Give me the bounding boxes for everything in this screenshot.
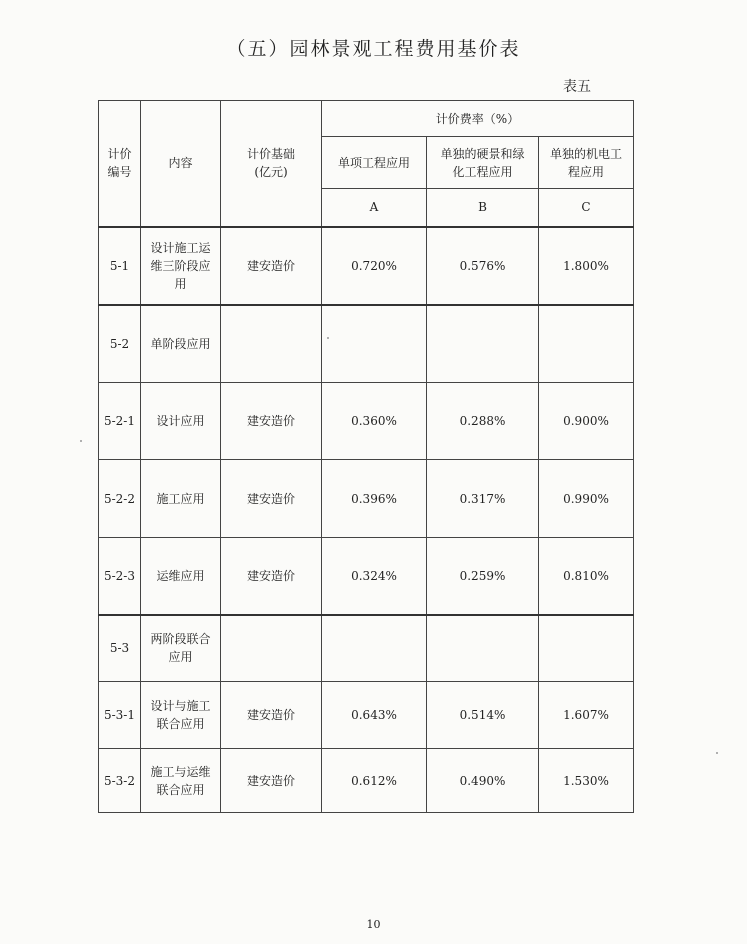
- table-row: [99, 227, 634, 305]
- row-rate-c: 1.607%: [539, 682, 634, 749]
- row-basis: [221, 615, 322, 682]
- row-content: 设计应用: [141, 383, 221, 460]
- document-title: （五）园林景观工程费用基价表: [226, 38, 521, 60]
- fee-table: [98, 100, 634, 813]
- row-rate-a: 0.396%: [322, 460, 427, 538]
- row-rate-c: 1.800%: [539, 227, 634, 305]
- table-row: [99, 615, 634, 682]
- row-code: 5-2: [99, 305, 141, 383]
- row-content: 单阶段应用: [141, 305, 221, 383]
- row-rate-c: 0.900%: [539, 383, 634, 460]
- table-row: [99, 749, 634, 813]
- header-code-c: C: [539, 189, 634, 227]
- row-content: 两阶段联合 应用: [141, 615, 221, 682]
- row-rate-b: [427, 305, 539, 383]
- header-col-a: 单项工程应用: [322, 137, 427, 189]
- table-row: [99, 538, 634, 615]
- row-rate-a: 0.643%: [322, 682, 427, 749]
- header-content: 内容: [141, 101, 221, 227]
- header-code-b: B: [427, 189, 539, 227]
- row-basis: 建安造价: [221, 682, 322, 749]
- row-rate-c: [539, 615, 634, 682]
- row-rate-a: 0.720%: [322, 227, 427, 305]
- row-rate-c: [539, 305, 634, 383]
- table-row: [99, 305, 634, 383]
- header-col-c: 单独的机电工 程应用: [539, 137, 634, 189]
- row-rate-a: 0.360%: [322, 383, 427, 460]
- table-row: [99, 460, 634, 538]
- row-content: 施工与运维 联合应用: [141, 749, 221, 813]
- table-row: [99, 383, 634, 460]
- row-rate-a: [322, 305, 427, 383]
- page-number: 10: [366, 918, 381, 931]
- row-basis: 建安造价: [221, 538, 322, 615]
- row-rate-a: [322, 615, 427, 682]
- row-content: 运维应用: [141, 538, 221, 615]
- row-code: 5-2-1: [99, 383, 141, 460]
- row-rate-c: 1.530%: [539, 749, 634, 813]
- row-code: 5-2-2: [99, 460, 141, 538]
- header-rate-group: 计价费率（%）: [322, 101, 634, 137]
- scan-speck: [327, 337, 329, 339]
- row-basis: 建安造价: [221, 749, 322, 813]
- row-rate-b: 0.288%: [427, 383, 539, 460]
- row-rate-b: 0.576%: [427, 227, 539, 305]
- row-basis: 建安造价: [221, 460, 322, 538]
- row-code: 5-3-2: [99, 749, 141, 813]
- row-basis: 建安造价: [221, 383, 322, 460]
- row-rate-b: 0.259%: [427, 538, 539, 615]
- row-rate-a: 0.612%: [322, 749, 427, 813]
- row-content: 设计与施工 联合应用: [141, 682, 221, 749]
- row-code: 5-3-1: [99, 682, 141, 749]
- row-code: 5-2-3: [99, 538, 141, 615]
- scan-speck: [716, 752, 718, 754]
- row-rate-b: 0.317%: [427, 460, 539, 538]
- row-code: 5-3: [99, 615, 141, 682]
- header-code: 计价 编号: [99, 101, 141, 227]
- row-rate-c: 0.810%: [539, 538, 634, 615]
- row-rate-b: [427, 615, 539, 682]
- header-code-a: A: [322, 189, 427, 227]
- row-rate-b: 0.514%: [427, 682, 539, 749]
- row-rate-b: 0.490%: [427, 749, 539, 813]
- row-rate-a: 0.324%: [322, 538, 427, 615]
- table-label: 表五: [563, 79, 591, 95]
- header-col-b: 单独的硬景和绿 化工程应用: [427, 137, 539, 189]
- row-content: 施工应用: [141, 460, 221, 538]
- row-basis: 建安造价: [221, 227, 322, 305]
- row-code: 5-1: [99, 227, 141, 305]
- row-content: 设计施工运 维三阶段应 用: [141, 227, 221, 305]
- row-rate-c: 0.990%: [539, 460, 634, 538]
- row-basis: [221, 305, 322, 383]
- table-row: [99, 682, 634, 749]
- scan-speck: [80, 440, 82, 442]
- header-basis: 计价基础 (亿元): [221, 101, 322, 227]
